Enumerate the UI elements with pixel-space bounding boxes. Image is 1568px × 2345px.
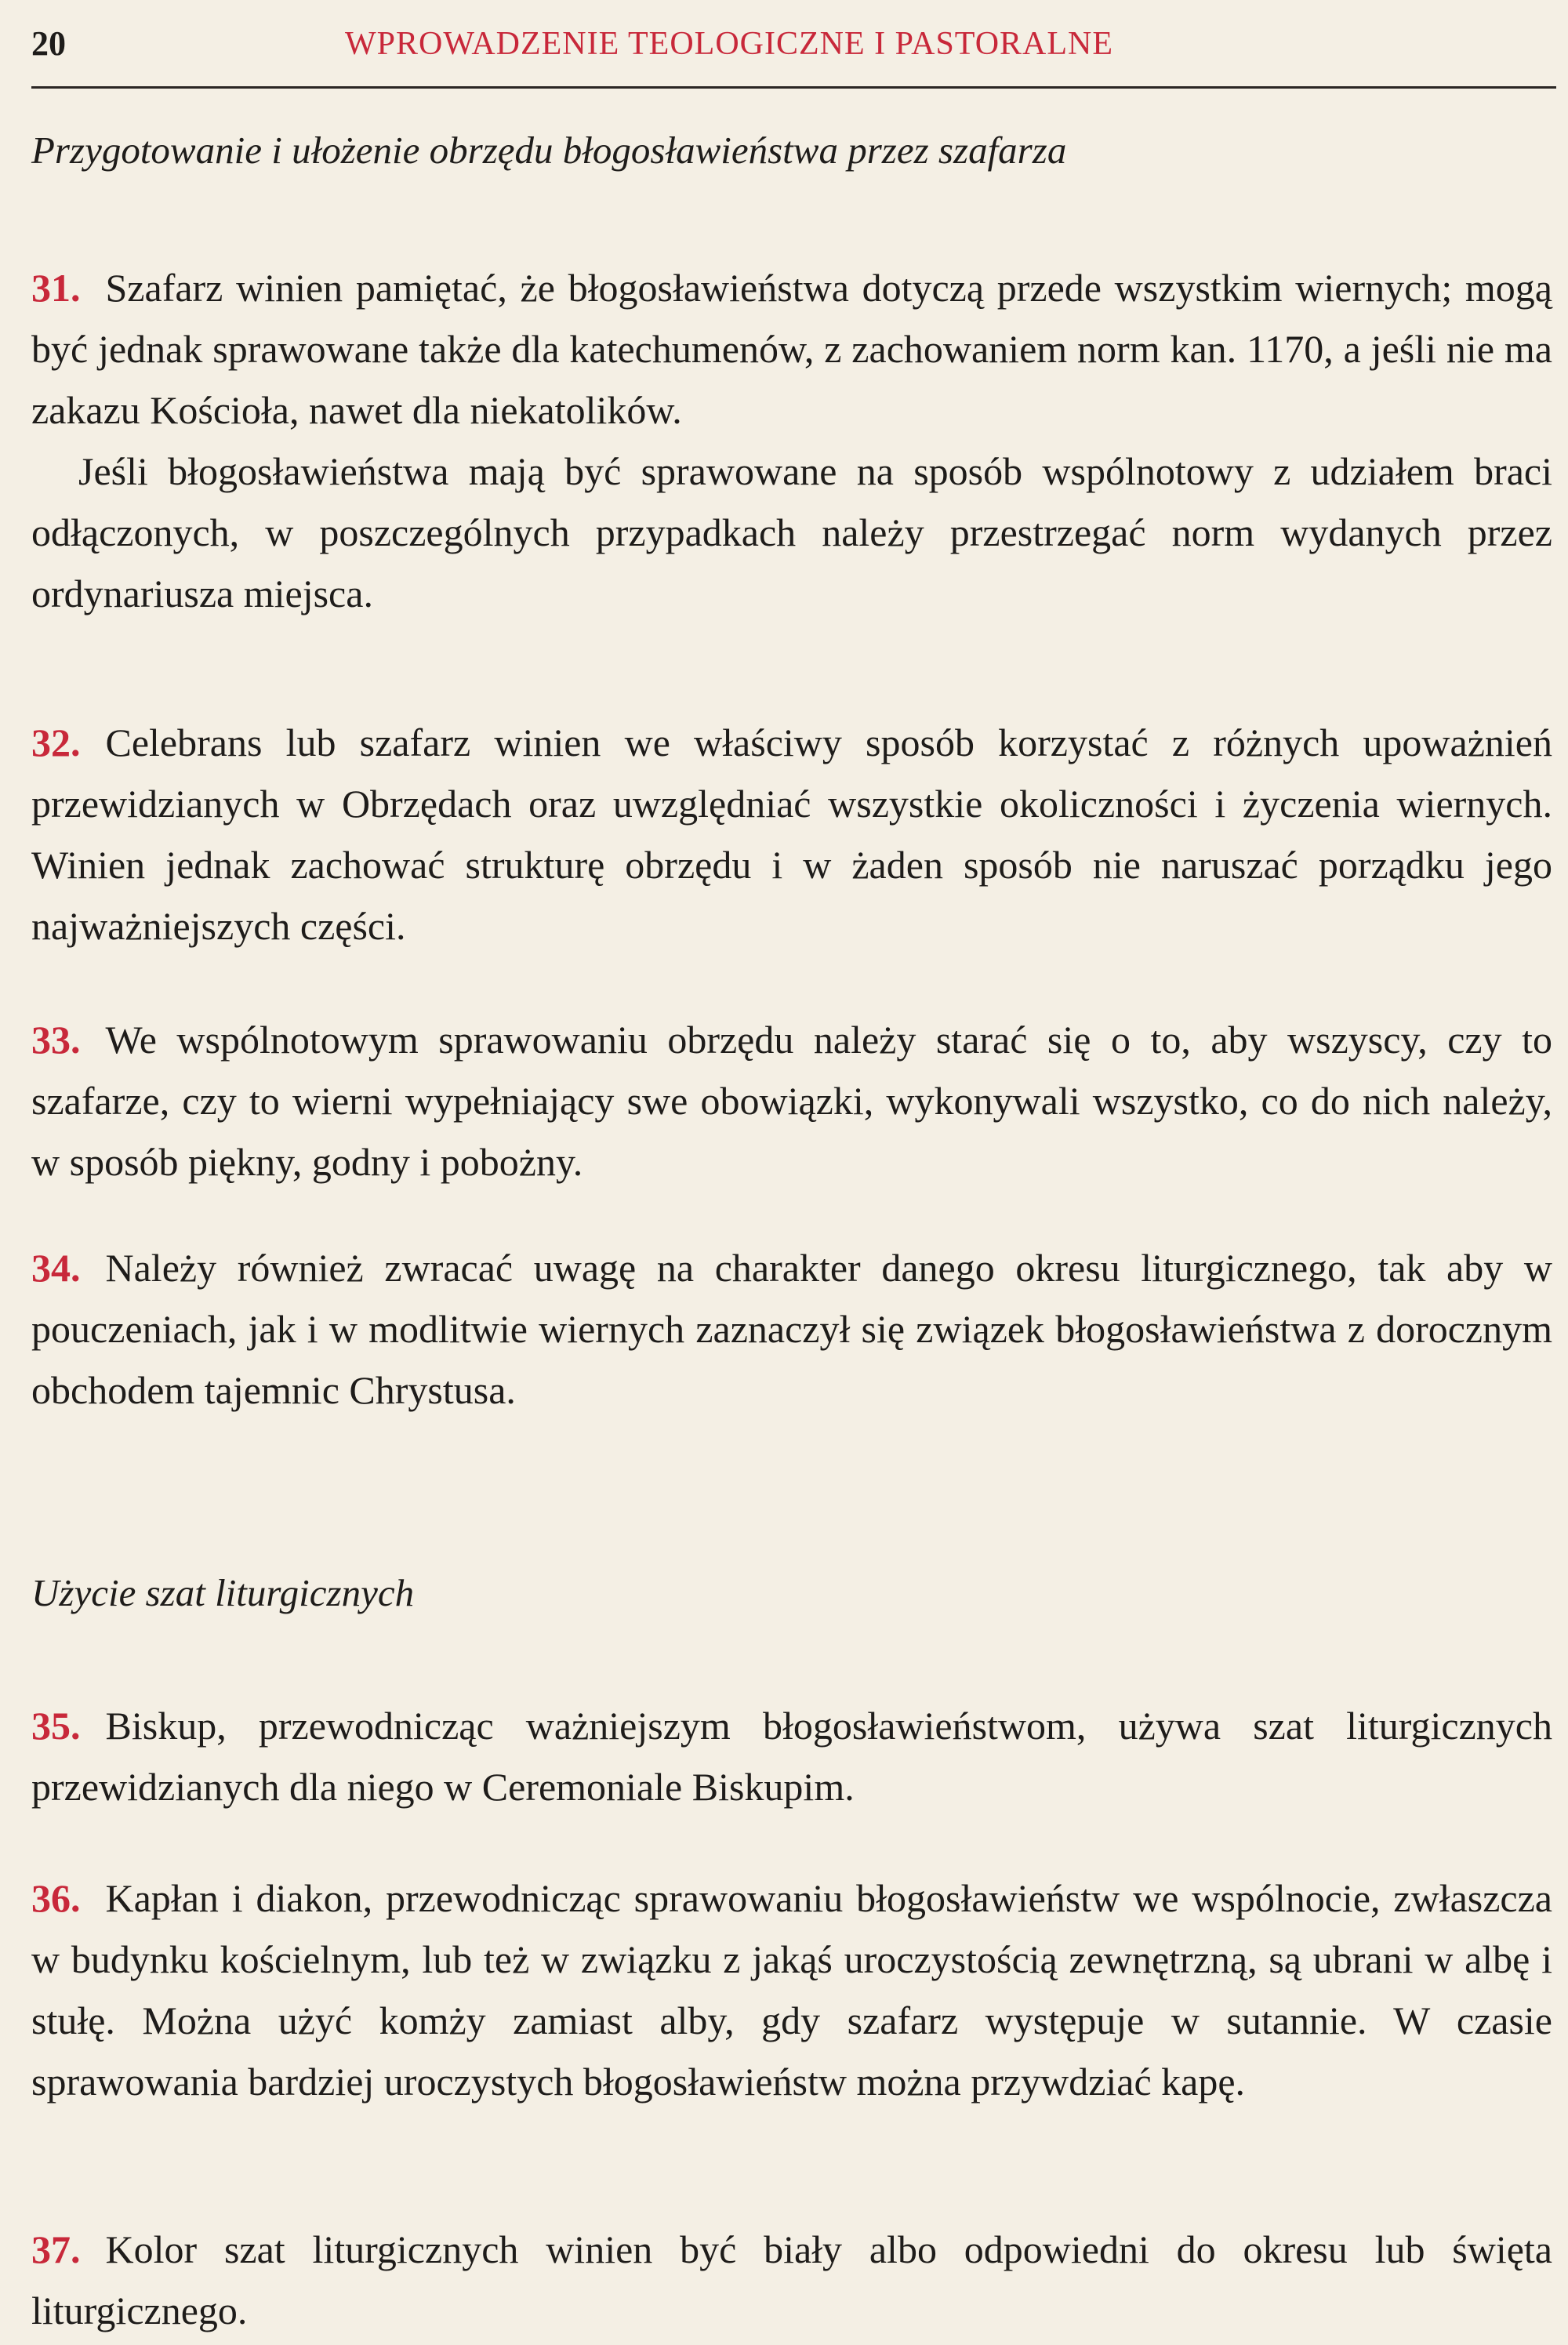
paragraph-37 bbox=[31, 2219, 1552, 2341]
paragraph-text: Celebrans lub szafarz winien we właściwy sposób korzystać z różnych upoważnień przewidzianych w Obrzędach oraz uwzględniać wszystkie okoliczności i życzenia wiernych. Winien jednak zachować strukturę obrzędu i w żaden sposób nie naruszać porządku jego najważniejszych części. bbox=[31, 721, 1552, 948]
paragraph-text: Jeśli błogosławieństwa mają być sprawowane na sposób wspólnotowy z udziałem braci odłączonych, w poszczególnych przypadkach należy przestrzegać norm wydanych przez ordynariusza miejsca. bbox=[31, 449, 1552, 615]
section-heading-vestments: Użycie szat liturgicznych bbox=[31, 1571, 415, 1614]
paragraph-36 bbox=[31, 1868, 1552, 2112]
paragraph-number: 35. bbox=[31, 1704, 81, 1748]
paragraph-text: Szafarz winien pamiętać, że błogosławieństwa dotyczą przede wszystkim wiernych; mogą być jednak sprawowane także dla katechumenów, z zachowaniem norm kan. 1170, a jeśli nie ma zakazu Kościoła, nawet dla niekatolików. bbox=[31, 266, 1552, 432]
paragraph-text: Kolor szat liturgicznych winien być biały albo odpowiedni do okresu lub święta liturgicznego. bbox=[31, 2227, 1552, 2332]
paragraph-33 bbox=[31, 1009, 1552, 1192]
paragraph-text: Biskup, przewodnicząc ważniejszym błogosławieństwom, używa szat liturgicznych przewidzianych dla niego w Ceremoniale Biskupim. bbox=[31, 1704, 1552, 1809]
paragraph-number: 33. bbox=[31, 1018, 81, 1062]
paragraph-32 bbox=[31, 712, 1552, 957]
paragraph-number: 31. bbox=[31, 266, 81, 310]
paragraph-34 bbox=[31, 1237, 1552, 1421]
section-heading-preparation: Przygotowanie i ułożenie obrzędu błogosławieństwa przez szafarza bbox=[31, 129, 1067, 172]
running-title: WPROWADZENIE TEOLOGICZNE I PASTORALNE bbox=[345, 26, 1114, 62]
page-header bbox=[31, 24, 1556, 64]
paragraph-text: Kapłan i diakon, przewodnicząc sprawowaniu błogosławieństw we wspólnocie, zwłaszcza w budynku kościelnym, lub też w związku z jakąś uroczystością zewnętrzną, są ubrani w albę i stułę. Można użyć komży zamiast alby, gdy szafarz występuje w sutannie. W czasie sprawowania bardziej uroczystych błogosławieństw można przywdziać kapę. bbox=[31, 1876, 1552, 2104]
header-rule bbox=[31, 86, 1556, 89]
paragraph-number: 36. bbox=[31, 1876, 81, 1920]
paragraph-35 bbox=[31, 1695, 1552, 1817]
paragraph-number: 32. bbox=[31, 721, 81, 764]
paragraph-text: Należy również zwracać uwagę na charakter danego okresu liturgicznego, tak aby w pouczeniach, jak i w modlitwie wiernych zaznaczył się związek błogosławieństwa z dorocznym obchodem tajemnic Chrystusa. bbox=[31, 1246, 1552, 1412]
paragraph-number: 34. bbox=[31, 1246, 81, 1290]
paragraph-text: We wspólnotowym sprawowaniu obrzędu należy starać się o to, aby wszyscy, czy to szafarze, czy to wierni wypełniający swe obowiązki, wykonywali wszystko, co do nich należy, w sposób piękny, godny i pobożny. bbox=[31, 1018, 1552, 1184]
page-number: 20 bbox=[31, 24, 66, 63]
paragraph-number: 37. bbox=[31, 2227, 81, 2271]
paragraph-31 bbox=[31, 257, 1552, 624]
